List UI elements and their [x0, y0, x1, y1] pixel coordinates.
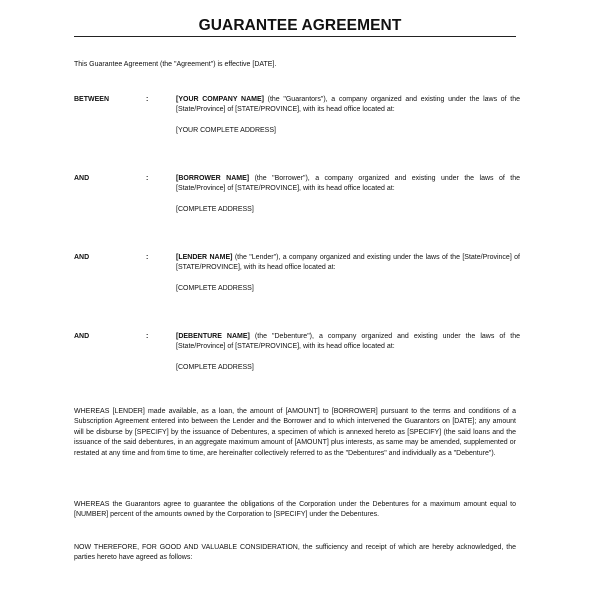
party-address: [COMPLETE ADDRESS] [176, 206, 254, 214]
document-title: GUARANTEE AGREEMENT [198, 17, 402, 34]
party-details [176, 95, 520, 136]
party-name: [LENDER NAME] [176, 254, 233, 261]
party-description: (the "Debenture"), a company organized and existing under the laws of the [State/Province] of [STATE/PROVINCE], with its head office located at: [176, 333, 520, 350]
party-address: [YOUR COMPLETE ADDRESS] [176, 127, 276, 135]
party-details [176, 174, 520, 215]
party-name: [DEBENTURE NAME] [176, 333, 250, 340]
party-separator: : [146, 254, 149, 261]
title-underline [74, 36, 516, 37]
party-description: (the "Borrower"), a company organized and existing under the laws of the [State/Province] of [STATE/PROVINCE], with its head office located at: [176, 175, 521, 192]
party-details [176, 253, 520, 294]
party-separator: : [146, 96, 149, 103]
intro-paragraph: This Guarantee Agreement (the "Agreement") is effective [DATE]. [74, 61, 277, 68]
party-description: (the "Guarantors"), a company organized and existing under the laws of the [State/Province] of [STATE/PROVINCE], with its head office located at: [176, 96, 520, 113]
party-label: BETWEEN [74, 96, 109, 103]
whereas-clause-loan: WHEREAS [LENDER] made available, as a loan, the amount of [AMOUNT] to [BORROWER] pursuant to the terms and conditions of a Subscription Agreement entered into between the Lender and the Borrower and to which intervened the Guarantors on [DATE]; any amount will be disburse by [SPECIFY] by the issuance of Debentures, a specimen of which is annexed hereto as [SPECIFY] (the said loans and the issuance of the said debentures, in an aggregate maximum amount of [AMOUNT] plus interests, as same may be amended, supplemented or restated at any time and from time to time, are hereinafter collectively referred to as the "Debentures" and individually as a "Debenture"). [74, 408, 516, 457]
party-label: AND [74, 254, 90, 261]
party-text [176, 253, 520, 272]
party-separator: : [146, 175, 149, 182]
whereas-clause-guarantee: WHEREAS the Guarantors agree to guarantee the obligations of the Corporation under the Debentures for a maximum amount equal to [NUMBER] percent of the amounts owned by the Corporation to [SPECIFY] under the Debentures. [74, 501, 516, 519]
party-address: [COMPLETE ADDRESS] [176, 364, 254, 372]
now-therefore-clause: NOW THEREFORE, FOR GOOD AND VALUABLE CONSIDERATION, the sufficiency and receipt of which are hereby acknowledged, the parties hereto have agreed as follows: [74, 544, 516, 562]
party-name: [YOUR COMPANY NAME] [176, 96, 264, 103]
party-details [176, 332, 520, 373]
party-text [176, 332, 520, 351]
party-text [176, 95, 520, 114]
party-address: [COMPLETE ADDRESS] [176, 285, 254, 293]
party-label: AND [74, 333, 90, 340]
party-text [176, 174, 520, 193]
party-name: [BORROWER NAME] [176, 175, 250, 182]
party-label: AND [74, 175, 90, 182]
party-description: (the "Lender"), a company organized and existing under the laws of the [State/Province] of [STATE/PROVINCE], with its head office located at: [176, 254, 520, 271]
party-separator: : [146, 333, 149, 340]
